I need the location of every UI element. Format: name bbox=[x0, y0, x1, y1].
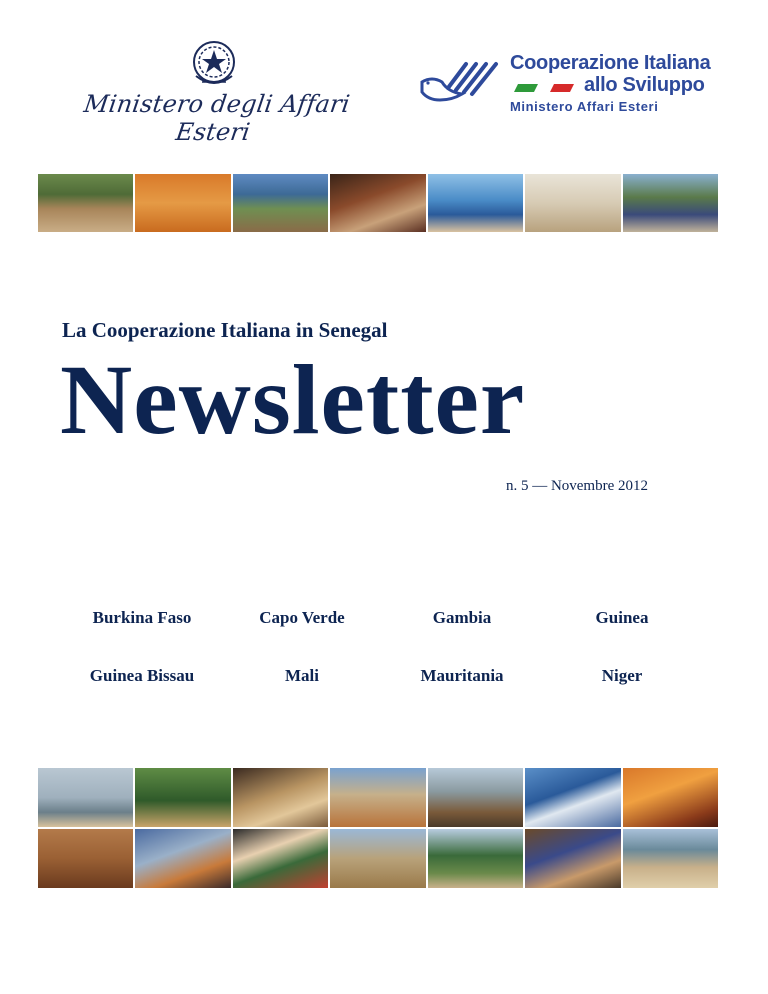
village-gathering-photo bbox=[525, 174, 620, 232]
peanuts-hands-photo bbox=[233, 768, 328, 827]
market-women-photo bbox=[135, 829, 230, 888]
italian-flag-stripes-icon bbox=[510, 84, 578, 92]
village-huts-photo bbox=[38, 174, 133, 232]
coop-logo-line2: allo Sviluppo bbox=[584, 74, 705, 96]
coop-logo-line3: Ministero Affari Esteri bbox=[510, 99, 659, 114]
boats-shore-photo bbox=[38, 768, 133, 827]
country-list bbox=[62, 608, 702, 686]
schoolchildren-photo bbox=[525, 768, 620, 827]
issue-number: n. 5 — Novembre 2012 bbox=[505, 478, 648, 494]
riverbank-photo bbox=[623, 829, 718, 888]
women-portrait-photo bbox=[330, 174, 425, 232]
children-eating-photo bbox=[623, 768, 718, 827]
cooperazione-logo bbox=[418, 52, 711, 122]
children-playing-photo bbox=[135, 174, 230, 232]
country-niger: Niger bbox=[601, 666, 643, 685]
people-on-beach-photo bbox=[428, 174, 523, 232]
country-guinea: Guinea bbox=[595, 608, 649, 627]
pirogues-river-photo bbox=[428, 768, 523, 827]
country-burkina-faso: Burkina Faso bbox=[92, 608, 192, 627]
people-group-photo bbox=[525, 829, 620, 888]
farmer-field-photo bbox=[38, 829, 133, 888]
country-capo-verde: Capo Verde bbox=[259, 608, 345, 627]
river-rocks-photo bbox=[233, 174, 328, 232]
ministry-logo bbox=[60, 38, 370, 146]
ministry-signature: Ministero degli Affari Esteri bbox=[82, 90, 352, 146]
well-water-photo bbox=[623, 174, 718, 232]
women-portrait-2-photo bbox=[233, 829, 328, 888]
thatched-hut-photo bbox=[135, 768, 230, 827]
country-mali: Mali bbox=[285, 666, 319, 685]
page-subtitle: La Cooperazione Italiana in Senegal bbox=[62, 318, 388, 342]
top-photo-strip bbox=[38, 174, 718, 232]
country-mauritania: Mauritania bbox=[420, 666, 504, 685]
dove-icon bbox=[418, 56, 514, 116]
country-gambia: Gambia bbox=[432, 608, 492, 627]
cattle-cart-photo bbox=[330, 829, 425, 888]
coop-logo-line1: Cooperazione Italiana bbox=[510, 52, 711, 74]
dirt-road-photo bbox=[330, 768, 425, 827]
italian-republic-emblem-icon bbox=[188, 38, 240, 90]
baobab-tree-photo bbox=[428, 829, 523, 888]
country-guinea-bissau: Guinea Bissau bbox=[89, 666, 195, 685]
bottom-photo-grid bbox=[38, 768, 718, 888]
page-title: Newsletter bbox=[60, 344, 526, 455]
